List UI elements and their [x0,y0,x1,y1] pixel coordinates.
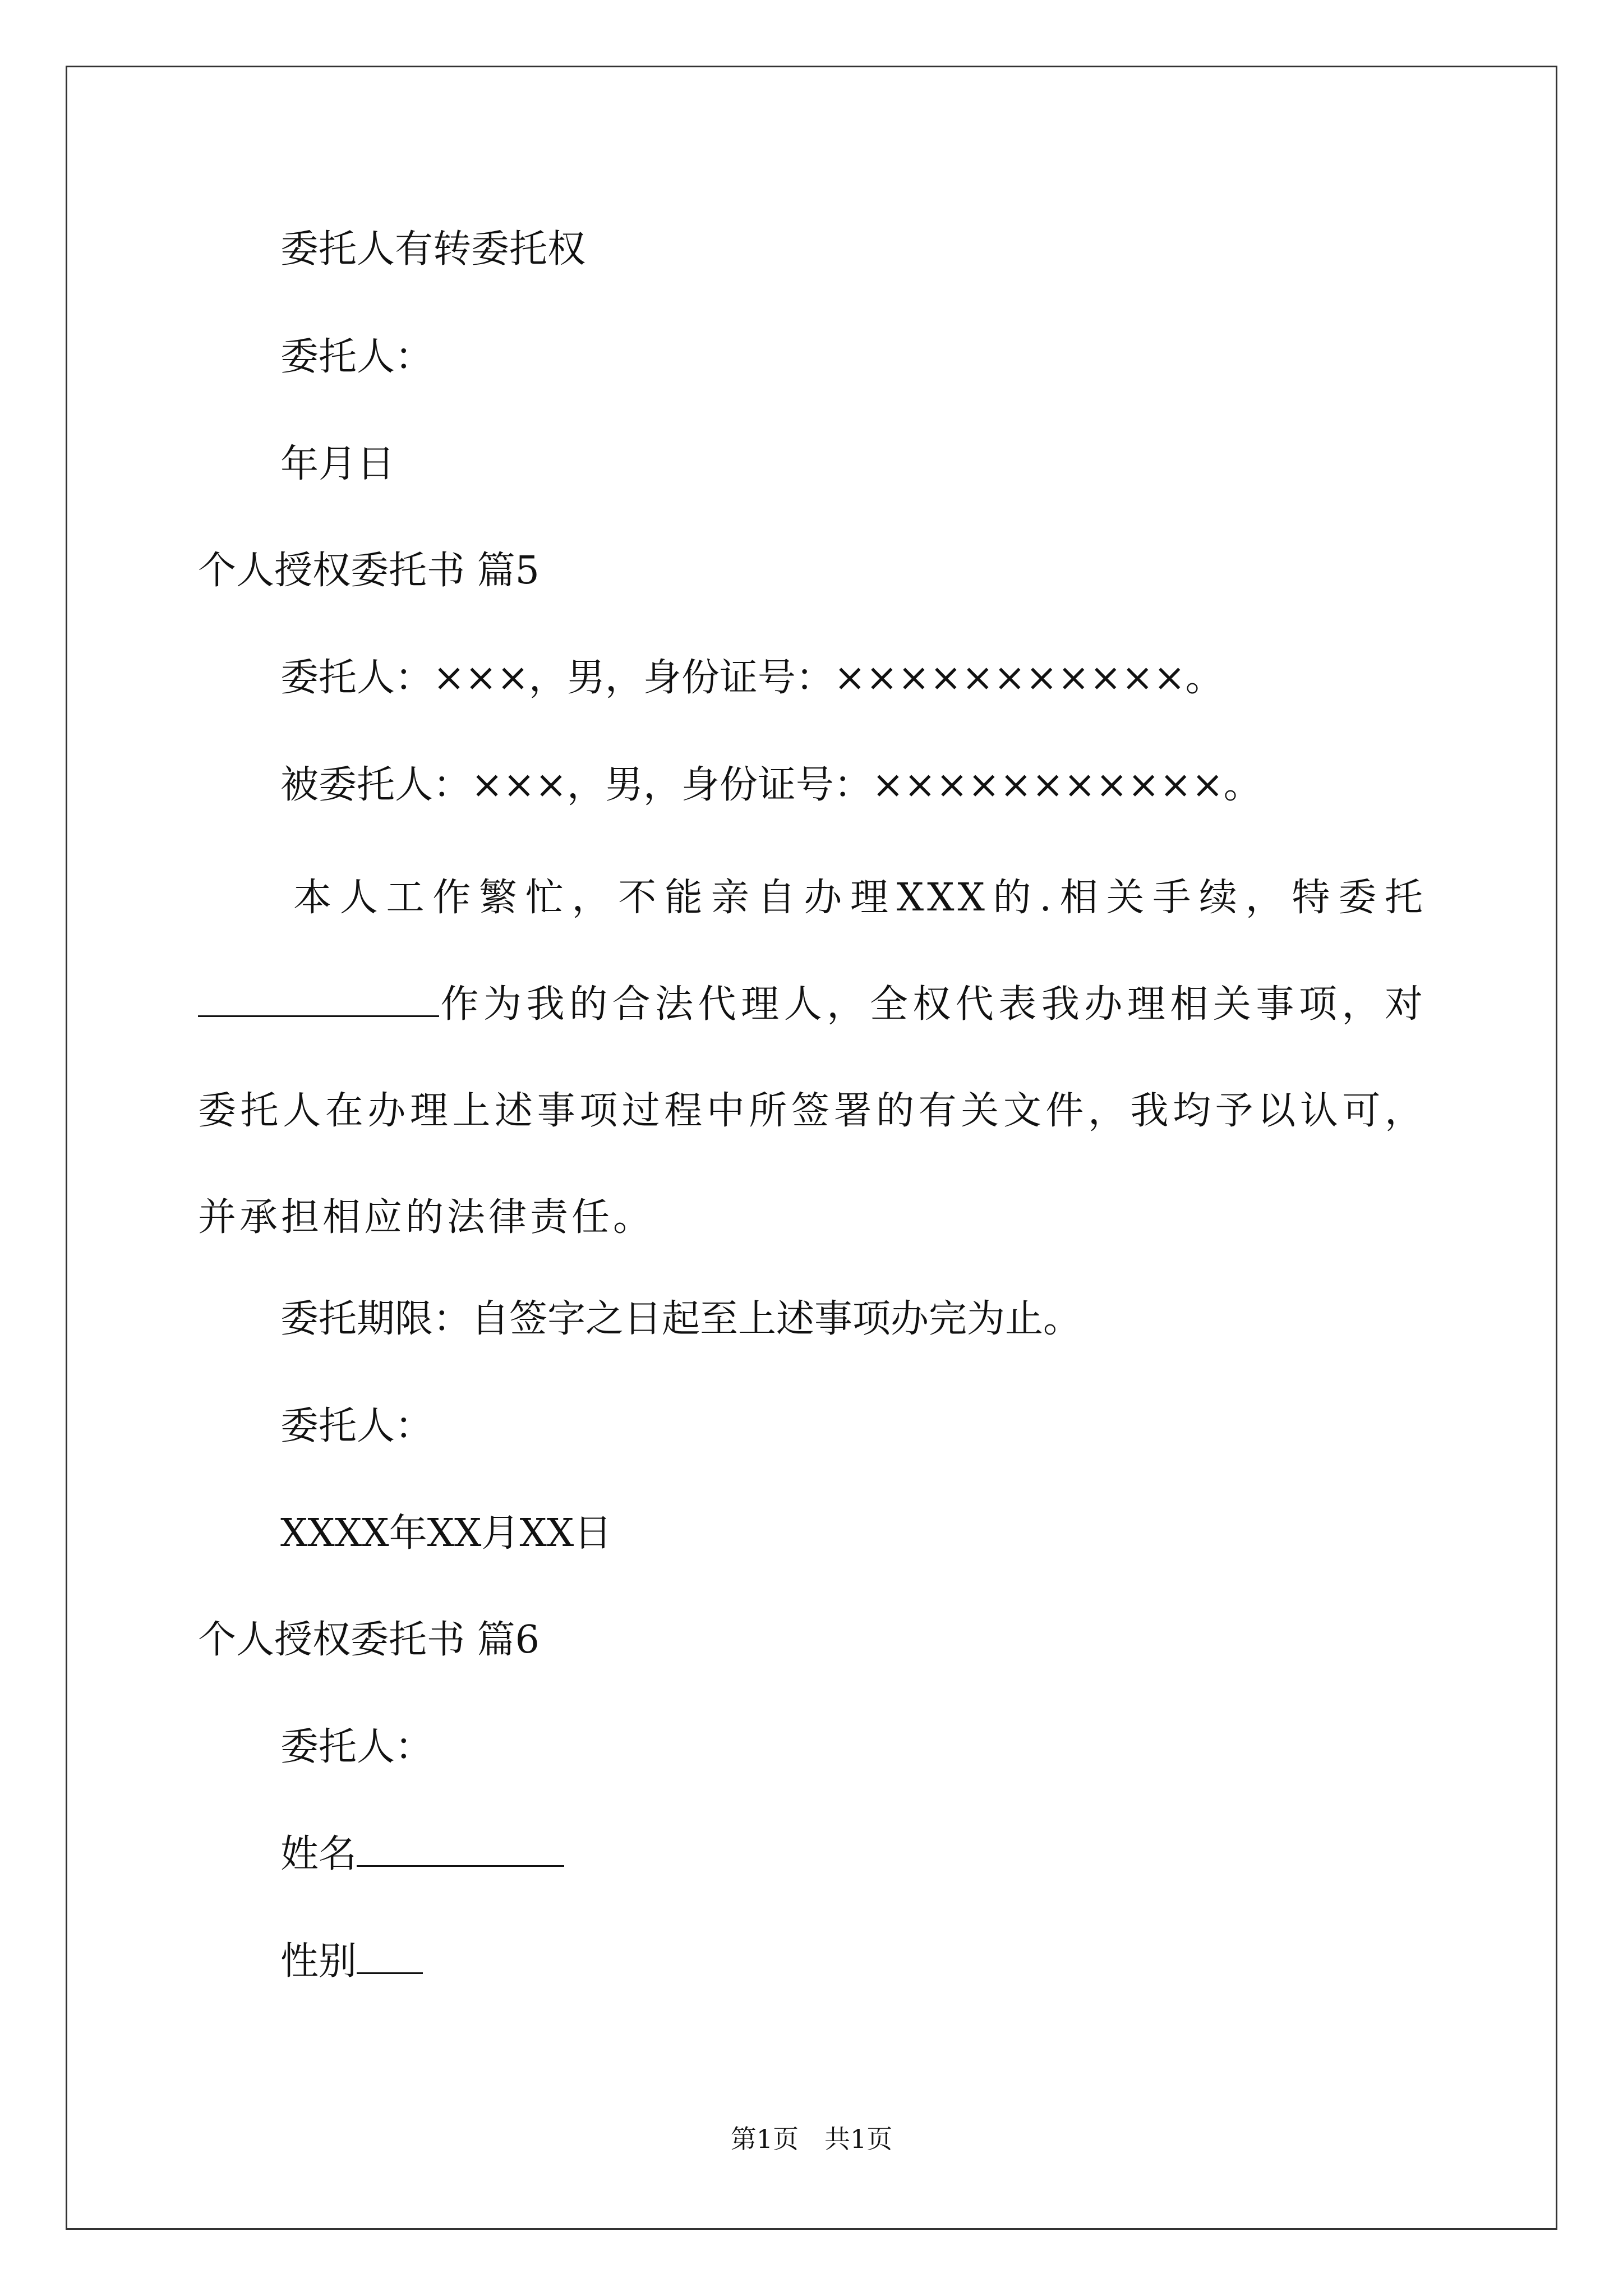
section-heading-6: 个人授权委托书 篇6 [198,1618,540,1662]
text-line-name-field [280,1832,564,1877]
text-line-gender-field [280,1939,423,1984]
text-line-principal-label: 委托人： [280,335,434,379]
page-footer: 第1页 共1页 [730,2124,893,2154]
gender-blank[interactable] [357,1939,423,1974]
name-blank[interactable] [357,1832,564,1867]
section-heading-5: 个人授权委托书 篇5 [198,549,540,593]
text-line-principal-sign: 委托人： [280,1404,434,1448]
paragraph-part-1: 本人工作繁忙，不能亲自办理XXX的.相关手续，特委托 [293,876,1426,920]
text-line-delegation-right: 委托人有转委托权 [280,227,586,272]
text-line-date: XXXX年XX月XX日 [280,1511,612,1556]
agent-name-blank[interactable] [198,982,439,1017]
paragraph-part-2: 作为我的合法代理人，全权代表我办理相关事项，对委托人在办理上述事项过程中所签署的有关文件，我均予以认可，并承担相应的法律责任。 [198,982,1426,1240]
text-line-agent-info: 被委托人：×××，男，身份证号：×××××××××××。 [280,763,1262,807]
authorization-paragraph [198,845,1426,1271]
name-label: 姓名 [280,1832,357,1876]
text-line-principal-info: 委托人：×××，男，身份证号：×××××××××××。 [280,656,1224,700]
text-line-principal-label-6: 委托人： [280,1725,434,1769]
gender-label: 性别 [280,1939,357,1984]
text-line-term: 委托期限：自签字之日起至上述事项办完为止。 [280,1297,1082,1341]
text-line-date-label: 年月日 [280,442,395,486]
